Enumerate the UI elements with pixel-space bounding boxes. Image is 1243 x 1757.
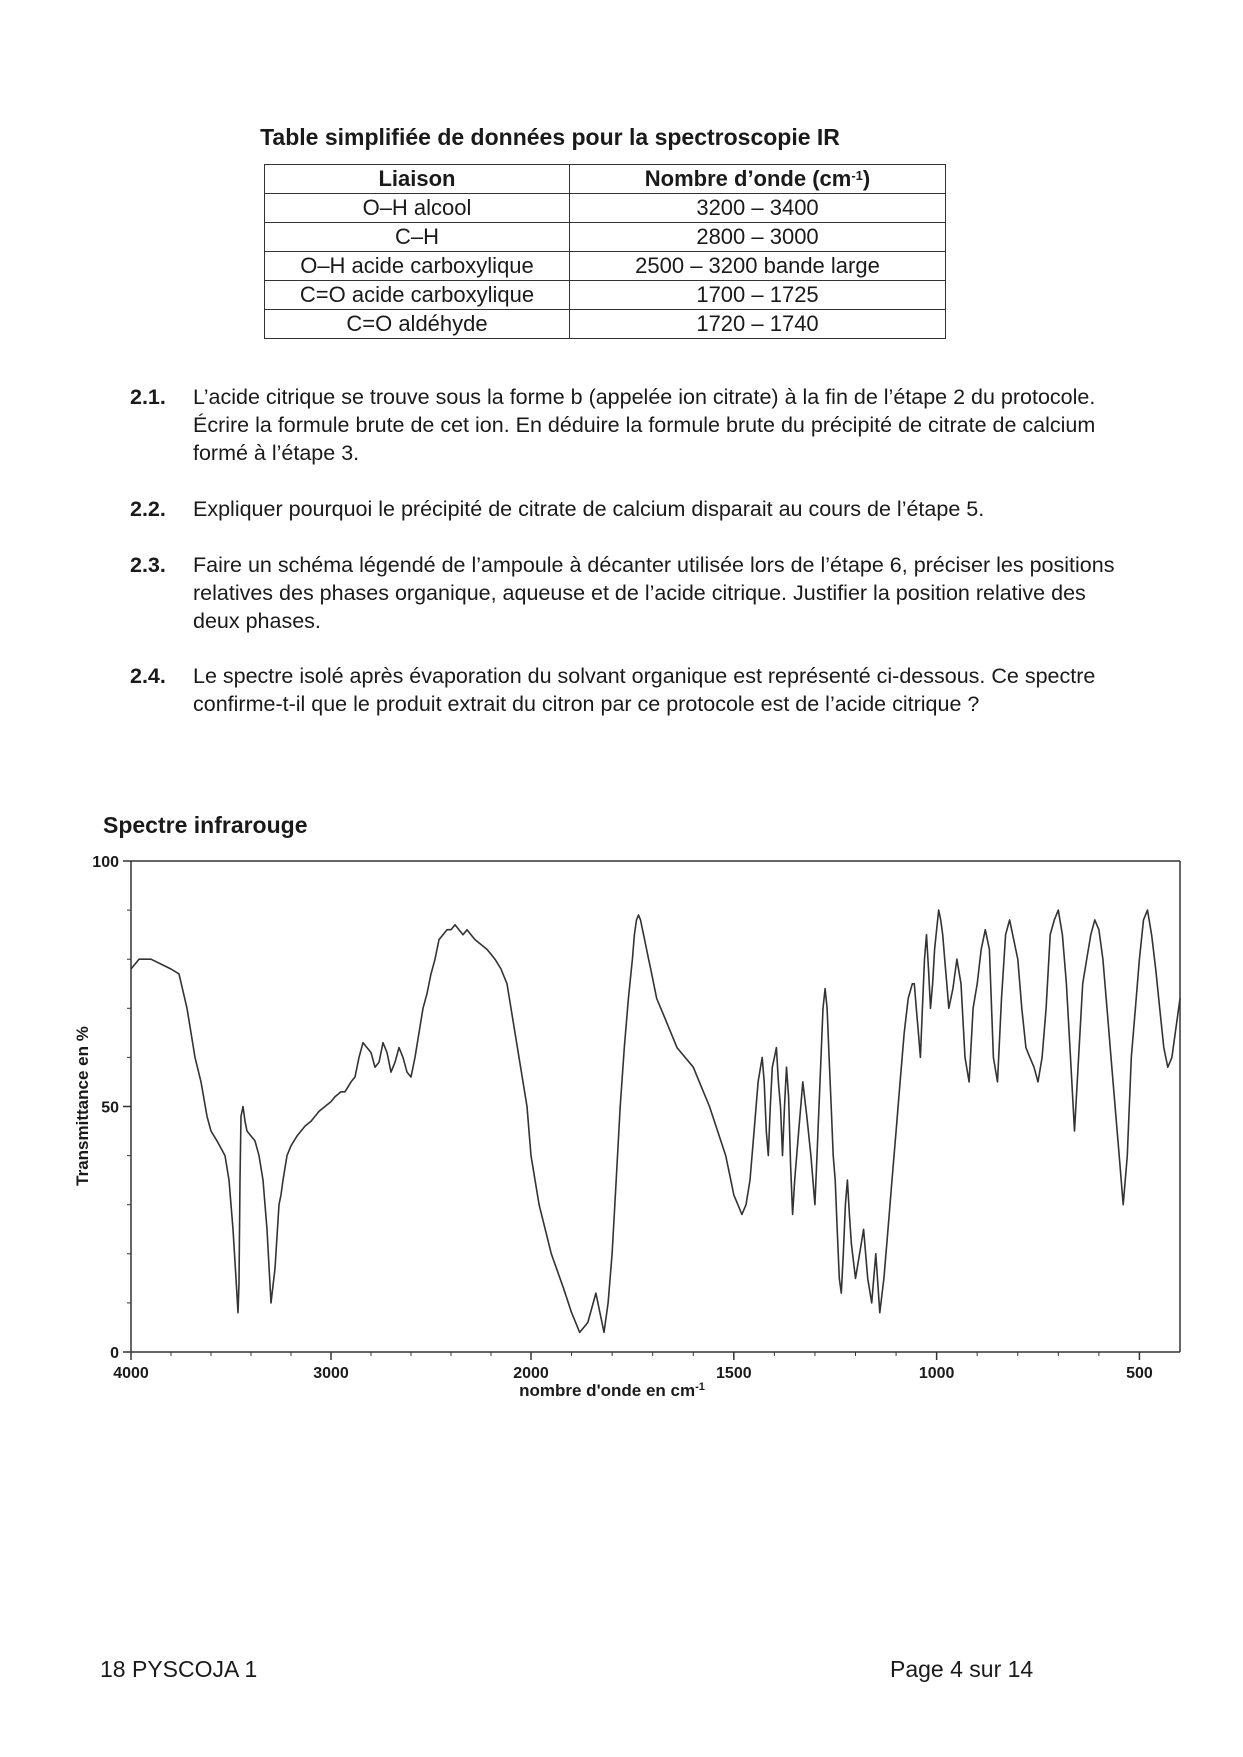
- question-2-1: [130, 383, 1120, 467]
- question-number: 2.3.: [130, 553, 166, 577]
- question-number: 2.2.: [130, 497, 166, 521]
- cell-nombre-onde: 3200 – 3400: [570, 194, 946, 223]
- y-tick-label: 50: [101, 1099, 119, 1117]
- x-tick-label: 4000: [113, 1365, 149, 1382]
- x-tick-label: 1500: [716, 1365, 752, 1382]
- y-axis-label: Transmittance en %: [73, 1026, 92, 1186]
- cell-liaison: C=O aldéhyde: [265, 310, 570, 339]
- x-tick-label: 2000: [513, 1365, 549, 1382]
- table-row: [265, 281, 946, 310]
- spectrum-title: Spectre infrarouge: [103, 812, 308, 838]
- question-number: 2.1.: [130, 385, 166, 409]
- cell-liaison: O–H acide carboxylique: [265, 252, 570, 281]
- cell-nombre-onde: 1720 – 1740: [570, 310, 946, 339]
- cell-nombre-onde: 2500 – 3200 bande large: [570, 252, 946, 281]
- x-tick-label: 1000: [918, 1365, 955, 1382]
- y-tick-label: 0: [110, 1345, 119, 1362]
- cell-nombre-onde: 2800 – 3000: [570, 223, 946, 252]
- question-text: Faire un schéma légendé de l’ampoule à décanter utilisée lors de l’étape 6, préciser les positions relatives des phases organique, aqueuse et de l’acide citrique. Justifier la position relative des deux phases.: [193, 553, 1115, 633]
- minor-ticks: [127, 910, 1139, 1356]
- cell-nombre-onde: 1700 – 1725: [570, 281, 946, 310]
- table-row: [265, 310, 946, 339]
- y-tick-label: 100: [92, 854, 119, 871]
- question-2-4: [130, 662, 1120, 718]
- header-liaison: Liaison: [265, 165, 570, 194]
- y-ticks: [92, 854, 131, 1362]
- ir-spectrum-chart: [0, 850, 1243, 1410]
- x-tick-label: 500: [1126, 1365, 1153, 1382]
- footer-document-code: 18 PYSCOJA 1: [100, 1656, 258, 1682]
- question-2-2: [130, 495, 1120, 523]
- ir-data-table: [264, 164, 946, 339]
- table-row: [265, 223, 946, 252]
- question-text: L’acide citrique se trouve sous la forme b (appelée ion citrate) à la fin de l’étape 2 du protocole. Écrire la formule brute de cet ion. En déduire la formule brute du précipité de citrate de calcium formé à l’étape 3.: [193, 385, 1096, 465]
- question-2-3: [130, 551, 1120, 635]
- footer-page-number: Page 4 sur 14: [890, 1656, 1034, 1682]
- question-text: Le spectre isolé après évaporation du solvant organique est représenté ci-dessous. Ce spectre confirme-t-il que le produit extrait du citron par ce protocole est de l’acide citrique ?: [193, 664, 1096, 716]
- cell-liaison: O–H alcool: [265, 194, 570, 223]
- cell-liaison: C–H: [265, 223, 570, 252]
- table-row: [265, 252, 946, 281]
- x-tick-label: 3000: [313, 1365, 349, 1382]
- table-row: [265, 194, 946, 223]
- question-number: 2.4.: [130, 664, 166, 688]
- spectrum-line: [131, 910, 1180, 1332]
- cell-liaison: C=O acide carboxylique: [265, 281, 570, 310]
- plot-frame: [131, 861, 1180, 1352]
- header-nombre-onde: Nombre d’onde $(cm^{-1})$: [570, 165, 946, 194]
- table-header-row: [265, 165, 946, 194]
- ir-table-title: Table simplifiée de données pour la spectroscopie IR: [260, 124, 840, 150]
- x-axis-label: nombre d'onde en $cm^{-1}$: [519, 1381, 705, 1400]
- x-ticks: [113, 1352, 1153, 1382]
- question-text: Expliquer pourquoi le précipité de citrate de calcium disparait au cours de l’étape 5.: [193, 497, 985, 521]
